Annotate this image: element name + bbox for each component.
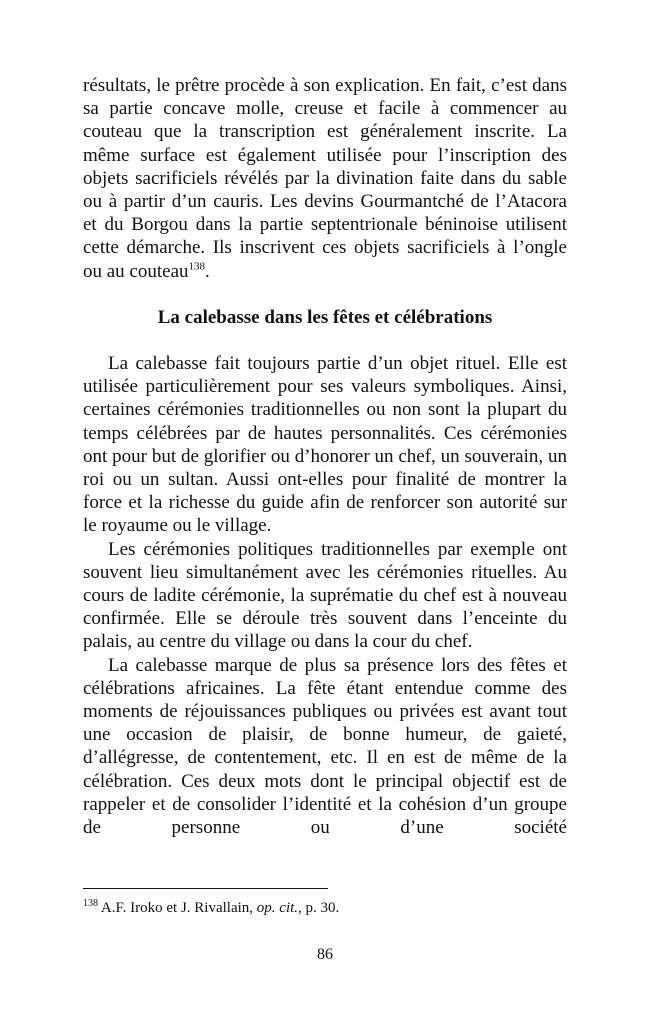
footnote-text-before: A.F. Iroko et J. Rivallain,: [98, 900, 257, 916]
footnote-reference[interactable]: 138: [188, 260, 206, 273]
section-heading: La calebasse dans les fêtes et célébrations: [157, 306, 493, 328]
paragraph-1-text: résultats, le prêtre procède à son explication. En fait, c’est dans sa partie concave molle, creuse et facile à commencer au couteau que la transcription est généralement inscrite. La même surface est également utilisée pour l’inscription des objets sacrificiels révélés par la divination faite dans du sable ou à partir d’un cauris. Les devins Gourmantché de l’Atacora et du Borgou dans la partie septentrionale béninoise utilisent cette démarche. Ils inscrivent ces objets sacrificiels à l’ongle ou au couteau: [83, 75, 567, 282]
footnote-text-after: p. 30.: [301, 900, 340, 916]
page-number: 86: [317, 946, 333, 963]
paragraph-2: La calebasse fait toujours partie d’un objet rituel. Elle est utilisée particulièrement pour ses valeurs symboliques. Ainsi, certaines cérémonies traditionnelles ou non sont la plupart du temps célébrées par de hautes personnalités. Ces cérémonies ont pour but de glorifier ou d’honorer un chef, un souverain, un roi ou un sultan. Aussi ont-elles pour finalité de montrer la force et la richesse du guide afin de renforcer son autorité sur le royaume ou le village.: [83, 353, 567, 537]
footnote-number: 138: [83, 898, 98, 909]
footnote-italic: op. cit.,: [256, 900, 302, 916]
page-body: [83, 74, 567, 839]
footnote: [83, 898, 339, 918]
footnote-divider: [83, 888, 328, 889]
paragraph-1: [83, 74, 567, 283]
paragraph-3: Les cérémonies politiques traditionnelles par exemple ont souvent lieu simultanément avec les cérémonies rituelles. Au cours de ladite cérémonie, la suprématie du chef est à nouveau confirmée. Elle se déroule très souvent dans l’enceinte du palais, au centre du village ou dans la cour du chef.: [83, 538, 567, 653]
paragraph-4: La calebasse marque de plus sa présence lors des fêtes et célébrations africaines. La fête étant entendue comme des moments de réjouissances publiques ou privées est avant tout une occasion de plaisir, de bonne humeur, de gaieté, d’allégresse, de contentement, etc. Il en est de même de la célébration. Ces deux mots dont le principal objectif est de rappeler et de consolider l’identité et la cohésion d’un groupe de personne ou d’une société: [83, 654, 567, 839]
paragraph-1-tail: .: [205, 260, 210, 282]
